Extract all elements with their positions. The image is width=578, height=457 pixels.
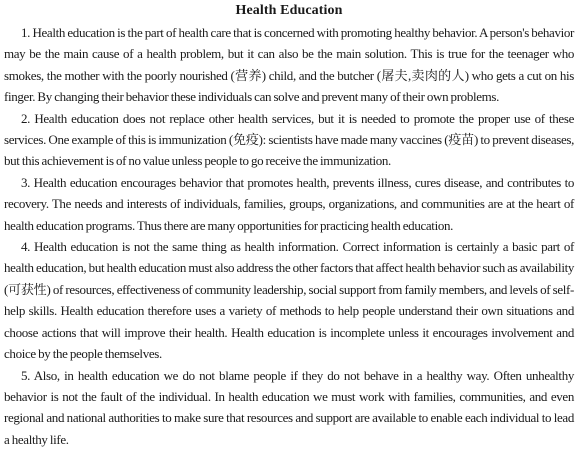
paragraph-5: 5. Also, in health education we do not blame people if they do not behave in a healthy way. Often unhealthy behavior is not the fault of the individual. In health education we must work with families, communities, and even regional and national authorities to make sure that resources and support are available to enable each individual to lead a healthy life. xyxy=(4,367,574,447)
paragraph-3: 3. Health education encourages behavior that promotes health, prevents illness, cures disease, and contributes to recovery. The needs and interests of individuals, families, groups, organizations, and communities are at the heart of health education programs. Thus there are many opportunities for practicing health education. xyxy=(4,174,574,233)
document-title: Health Education xyxy=(235,3,343,18)
paragraph-2: 2. Health education does not replace other health services, but it is needed to promote the proper use of these services. One example of this is immunization (免疫): scientists have made many vaccines (疫苗) to prevent diseases, but this achievement is of no value unless people to go receive the immunization. xyxy=(4,110,574,169)
paragraph-1: 1. Health education is the part of health care that is concerned with promoting healthy behavior. A person's behavior may be the main cause of a health problem, but it can also be the main solution. This is true for the teenager who smokes, the mother with the poorly nourished (营养) child, and the butcher (屠夫,卖肉的人) who gets a cut on his finger. By changing their behavior these individuals can solve and prevent many of their own problems. xyxy=(4,25,574,105)
paragraph-4: 4. Health education is not the same thing as health information. Correct information is certainly a basic part of health education, but health education must also address the other factors that affect health behavior such as availability (可获性) of resources, effectiveness of community leadership, social support from family members, and levels of self-help skills. Health education therefore uses a variety of methods to help people understand their own situations and choose actions that will improve their health. Health education is incomplete unless it encourages involvement and choice by the people themselves. xyxy=(4,239,574,362)
